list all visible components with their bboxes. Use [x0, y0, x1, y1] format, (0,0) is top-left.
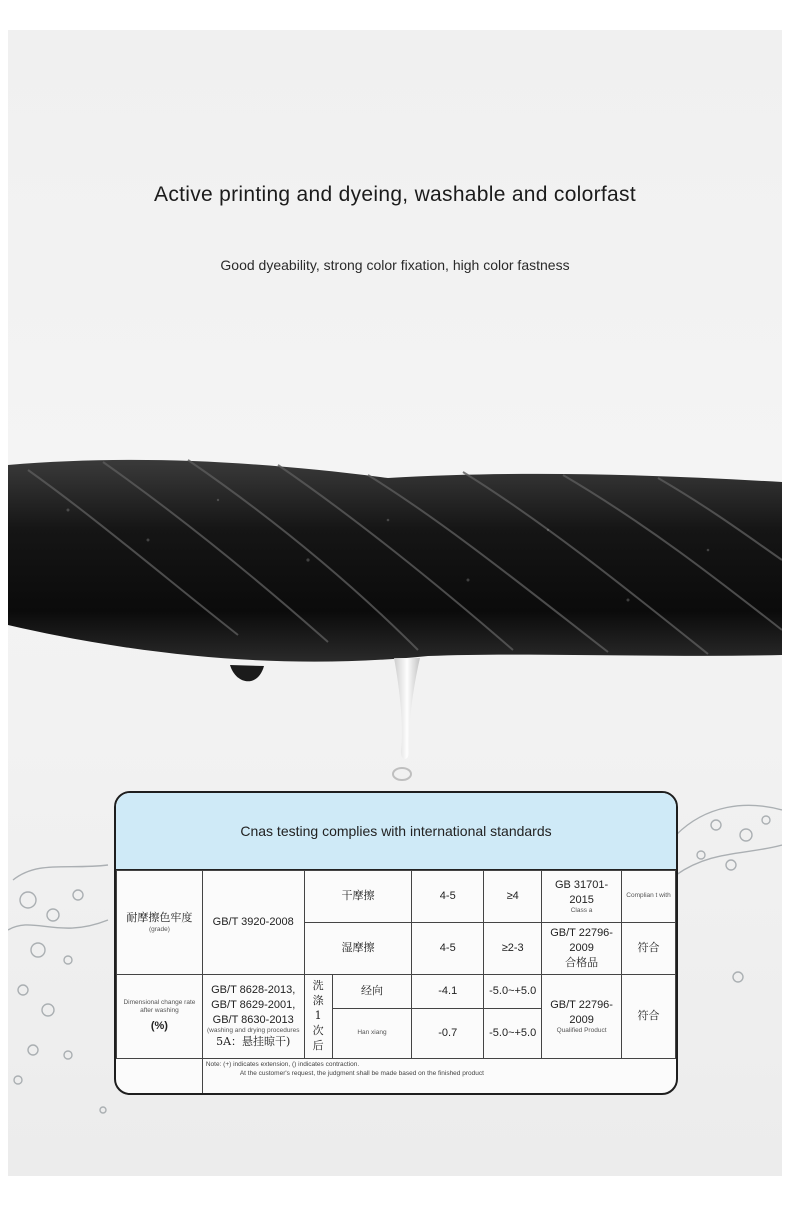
washing-item-label: Dimensional change rate after washing [123, 999, 196, 1015]
washing-judgement: 符合 [622, 975, 676, 1059]
weft-label: Han xiang [332, 1009, 412, 1059]
test-report-card [114, 791, 678, 1095]
water-splash-left [8, 820, 118, 1120]
dry-rubbing-requirement: ≥4 [484, 871, 542, 923]
dry-rubbing-label: 干摩擦 [304, 871, 412, 923]
washing-item-unit: (%) [150, 1019, 168, 1032]
washing-method-cell [202, 975, 304, 1059]
table-note [202, 1059, 675, 1094]
washing-standard-code: GB/T 22796-2009 [550, 998, 613, 1026]
washing-procedure: 5A：悬挂晾干) [216, 1035, 291, 1049]
warp-label: 经向 [332, 975, 412, 1009]
washing-standard-grade: Qualified Product [556, 1027, 607, 1035]
wet-rope-image [8, 430, 782, 790]
standard-cell-1 [542, 871, 622, 923]
weft-requirement: -5.0~+5.0 [484, 1009, 542, 1059]
wet-rubbing-result: 4-5 [412, 923, 484, 975]
washing-methods: GB/T 8628-2013, GB/T 8629-2001, GB/T 8630-2013 [211, 983, 296, 1026]
washing-standard-cell [542, 975, 622, 1059]
wet-rubbing-label: 湿摩擦 [304, 923, 412, 975]
standard-2-judgement: 符合 [622, 923, 676, 975]
card-title: Cnas testing complies with international standards [116, 793, 676, 870]
standard-1-class: Class a [570, 907, 593, 915]
rubbing-method: GB/T 3920-2008 [202, 871, 304, 975]
warp-result: -4.1 [412, 975, 484, 1009]
wet-rubbing-requirement: ≥2-3 [484, 923, 542, 975]
standard-cell-2 [542, 923, 622, 975]
test-results-table [116, 870, 676, 1094]
washing-item-cell [117, 975, 203, 1059]
note-line-1: Note: (+) indicates extension, () indicates contraction. [205, 1061, 360, 1068]
standard-1-judgement: Complian t with [622, 871, 676, 923]
warp-requirement: -5.0~+5.0 [484, 975, 542, 1009]
standard-2-grade: 合格品 [565, 955, 599, 969]
dry-rubbing-result: 4-5 [412, 871, 484, 923]
washing-procedure-note: (washing and drying procedures [206, 1027, 300, 1035]
rubbing-item-cell [117, 871, 203, 975]
standard-2-code: GB/T 22796-2009 [550, 927, 613, 955]
standard-1-code: GB 31701-2015 [554, 878, 609, 906]
after-one-wash-label: 洗涤 1 次 后 [304, 975, 332, 1059]
weft-result: -0.7 [412, 1009, 484, 1059]
note-line-2: At the customer's request, the judgment shall be made based on the finished product [239, 1069, 484, 1077]
rubbing-item-label: 耐摩擦色牢度 [126, 911, 193, 925]
subheadline: Good dyeability, strong color fixation, high color fastness [220, 257, 570, 273]
water-splash-right [676, 795, 782, 985]
headline: Active printing and dyeing, washable and colorfast [154, 183, 636, 206]
rubbing-item-unit: (grade) [148, 926, 170, 934]
